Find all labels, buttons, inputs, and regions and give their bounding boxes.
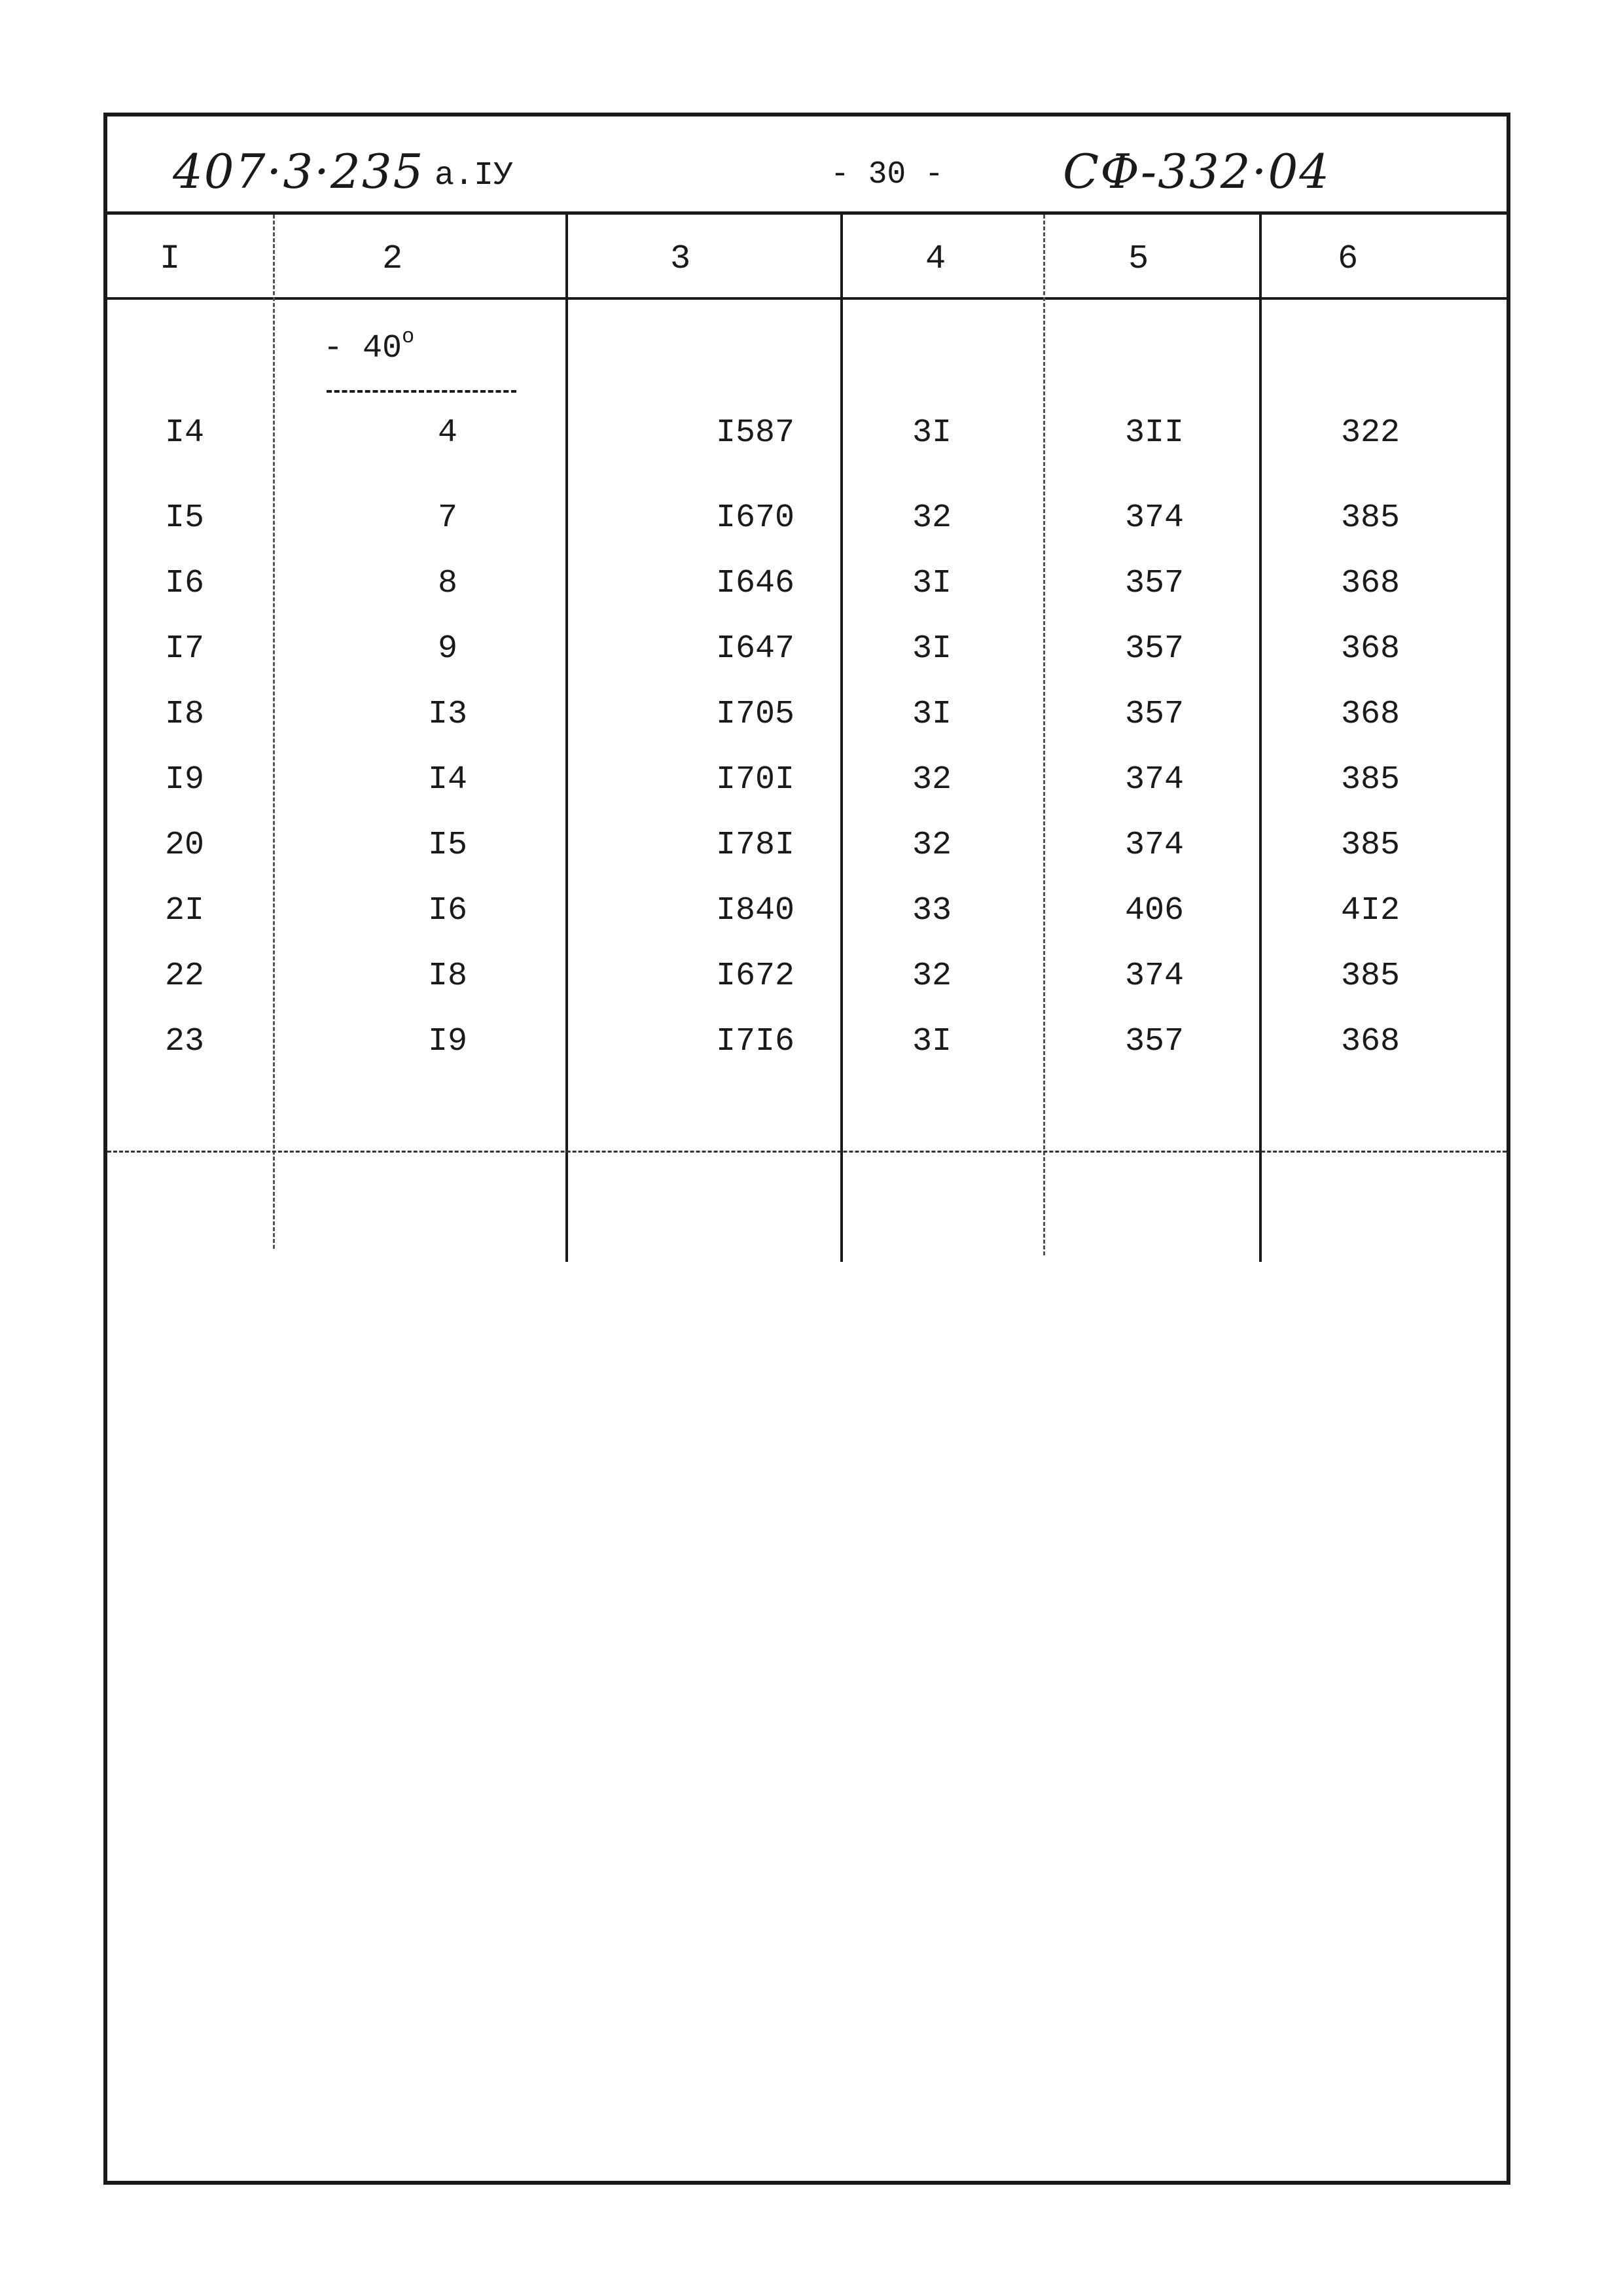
table-row [107,1023,1507,1082]
table-cell-col3: I840 [715,892,795,929]
subheading-underline [327,390,516,393]
table-cell-col3: I78I [715,827,795,864]
table-cell-col2: I5 [427,827,467,864]
column-header-2: 2 [382,240,403,278]
table-cell-col6: 368 [1340,565,1400,602]
table-cell-col3: I705 [715,696,795,733]
table-cell-col6: 322 [1340,414,1400,452]
table-cell-col1: I6 [165,565,205,602]
table-cell-col5: 374 [1124,958,1184,995]
page-number: - 30 - [830,157,944,192]
table-row [107,696,1507,755]
table-cell-col3: I647 [715,630,795,668]
table-cell-col2: 8 [437,565,457,602]
column-header-3: 3 [670,240,691,278]
table-bottom-rule [107,1151,1507,1153]
table-cell-col5: 374 [1124,761,1184,798]
table-cell-col6: 385 [1340,761,1400,798]
table-cell-col2: I9 [427,1023,467,1060]
table-cell-col5: 357 [1124,565,1184,602]
table-cell-col3: I587 [715,414,795,452]
table-cell-col6: 4I2 [1340,892,1400,929]
table-cell-col6: 368 [1340,1023,1400,1060]
table-cell-col5: 3II [1124,414,1184,452]
table-cell-col6: 385 [1340,958,1400,995]
table-cell-col4: 32 [912,761,952,798]
table-cell-col2: 4 [437,414,457,452]
table-cell-col3: I672 [715,958,795,995]
column-header-1: I [160,240,181,278]
table-cell-col2: I4 [427,761,467,798]
table-cell-col1: 22 [165,958,205,995]
table-cell-col2: I3 [427,696,467,733]
sheet-code: СФ-332·04 [1063,144,1331,199]
table-cell-col4: 3I [912,630,952,668]
table-cell-col4: 3I [912,1023,952,1060]
table-cell-col4: 3I [912,696,952,733]
temperature-subheading: - 40$^o$ [323,325,415,367]
column-header-6: 6 [1338,240,1359,278]
column-header-row [107,215,1507,300]
table-cell-col5: 357 [1124,1023,1184,1060]
table-cell-col1: I8 [165,696,205,733]
table-cell-col1: I7 [165,630,205,668]
table-cell-col1: 23 [165,1023,205,1060]
table-cell-col4: 32 [912,499,952,537]
table-cell-col6: 368 [1340,696,1400,733]
table-cell-col4: 3I [912,565,952,602]
table-cell-col6: 385 [1340,499,1400,537]
table-cell-col6: 385 [1340,827,1400,864]
table-cell-col1: I4 [165,414,205,452]
table-row [107,892,1507,951]
table-cell-col5: 374 [1124,827,1184,864]
table-cell-col1: I5 [165,499,205,537]
table-cell-col2: I6 [427,892,467,929]
table-cell-col2: 9 [437,630,457,668]
table-row [107,958,1507,1016]
table-row [107,565,1507,624]
table-cell-col5: 374 [1124,499,1184,537]
table-cell-col1: 20 [165,827,205,864]
table-row [107,630,1507,689]
table-cell-col6: 368 [1340,630,1400,668]
table-cell-col5: 406 [1124,892,1184,929]
table-row [107,414,1507,473]
table-cell-col4: 32 [912,827,952,864]
table-cell-col5: 357 [1124,696,1184,733]
document-frame [103,113,1510,2185]
table-row [107,761,1507,820]
table-cell-col2: 7 [437,499,457,537]
table-cell-col3: I646 [715,565,795,602]
table-row [107,827,1507,886]
table-cell-col3: I70I [715,761,795,798]
table-cell-col5: 357 [1124,630,1184,668]
document-number: 407·3·235 [173,144,425,199]
title-block [107,117,1507,215]
column-header-5: 5 [1128,240,1149,278]
table-cell-col3: I7I6 [715,1023,795,1060]
table-cell-col1: 2I [165,892,205,929]
table-cell-col1: I9 [165,761,205,798]
column-header-4: 4 [925,240,946,278]
album-number: а.IУ [435,157,514,194]
table-cell-col4: 3I [912,414,952,452]
table-row [107,499,1507,558]
table-cell-col3: I670 [715,499,795,537]
table-cell-col4: 32 [912,958,952,995]
table-cell-col2: I8 [427,958,467,995]
table-cell-col4: 33 [912,892,952,929]
